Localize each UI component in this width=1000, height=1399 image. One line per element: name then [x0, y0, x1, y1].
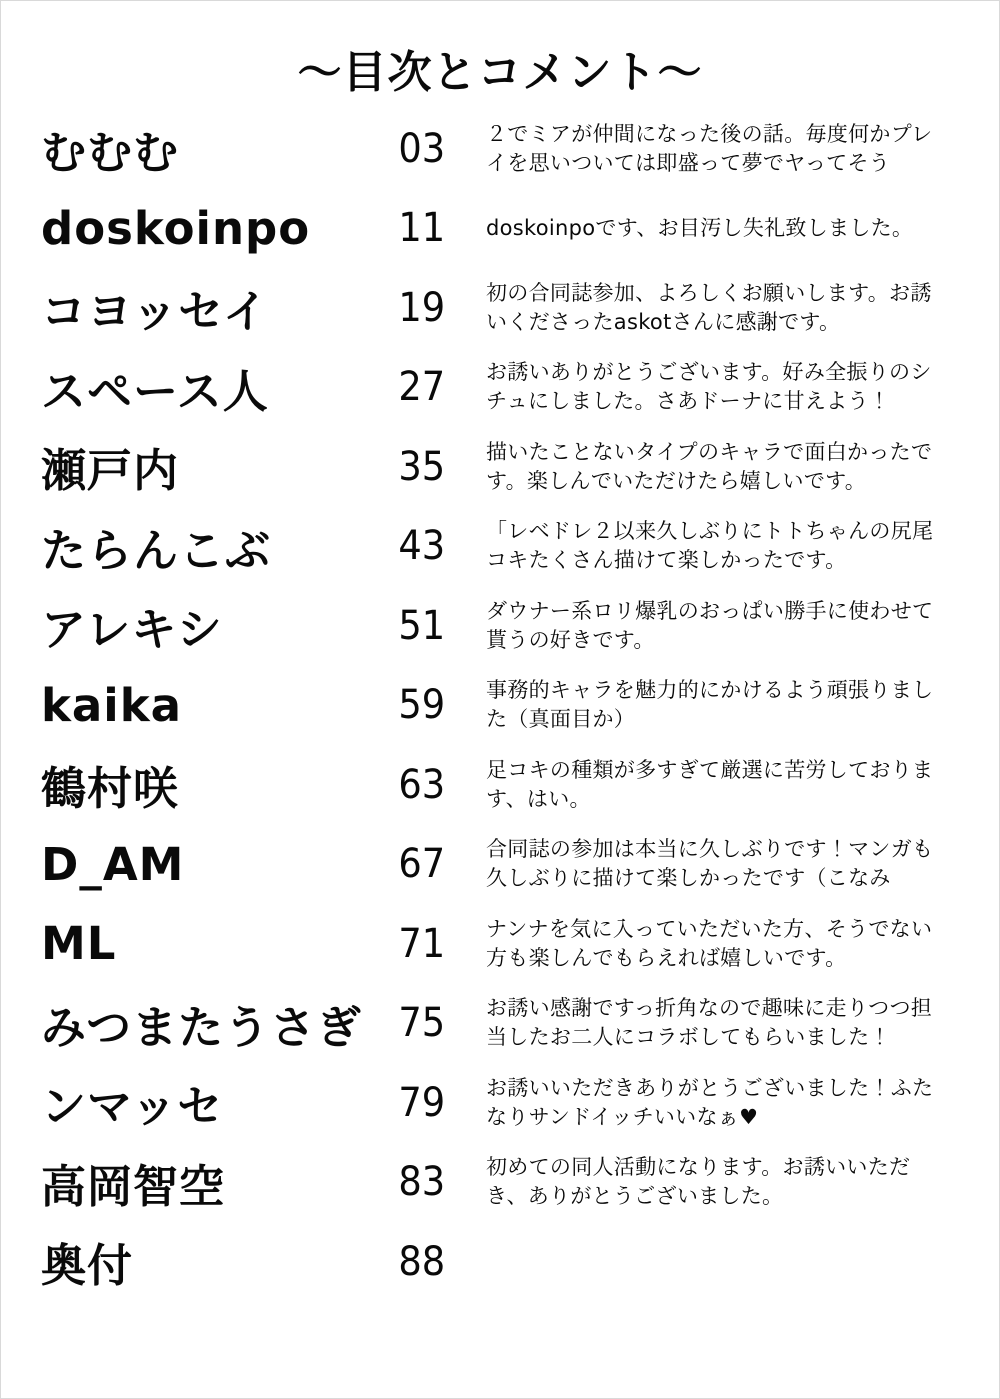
- entry-page: 51: [398, 602, 446, 649]
- toc-row: [41, 507, 939, 587]
- entry-name: 奥付: [41, 1239, 134, 1293]
- entry-name: 鶴村咲: [41, 762, 180, 816]
- entry-comment: 描いたことないタイプのキャラで面白かったです。楽しんでいただけたら嬉しいです。: [486, 439, 933, 493]
- entry-name: スペース人: [41, 364, 269, 418]
- entry-comment: お誘いいただきありがとうございました！ふたなりサンドイッチいいなぁ♥: [486, 1075, 934, 1129]
- entry-page: 63: [398, 761, 446, 808]
- entry-page: 11: [398, 205, 446, 252]
- entry-comment: 「レベドレ２以来久しぶりにトトちゃんの尻尾コキたくさん描けて楽しかったです。: [486, 519, 934, 573]
- entry-comment: 合同誌の参加は本当に久しぶりです！マンガも久しぶりに描けて楽しかったです（こなみ: [486, 837, 934, 891]
- entry-comment: doskoinpoです、お目汚し失礼致しました。: [486, 215, 914, 240]
- toc-row: [41, 904, 939, 984]
- toc-row: [41, 586, 939, 666]
- toc-row: [41, 1063, 939, 1143]
- entry-name: 瀬戸内: [41, 444, 180, 498]
- toc-row: [41, 745, 939, 825]
- toc-row: [41, 348, 939, 428]
- entry-comment: お誘いありがとうございます。好み全振りのシチュにしました。さあドーナに甘えよう！: [486, 360, 932, 414]
- entry-comment: 事務的キャラを魅力的にかけるよう頑張りました（真面目か）: [486, 678, 934, 732]
- entry-page: 03: [398, 125, 446, 172]
- entry-name: doskoinpo: [41, 201, 311, 255]
- entry-page: 43: [398, 523, 446, 570]
- entry-name: D_AM: [41, 837, 185, 891]
- entry-name: みつまたうさぎ: [41, 1000, 363, 1054]
- entry-name: アレキシ: [41, 603, 223, 657]
- entry-name: むむむ: [41, 126, 180, 180]
- entry-name: ンマッセ: [41, 1080, 224, 1134]
- entry-page: 83: [398, 1159, 446, 1206]
- toc-row: [41, 825, 939, 905]
- entry-comment: ナンナを気に入っていただいた方、そうでない方も楽しんでもらえれば嬉しいです。: [486, 916, 933, 970]
- entry-comment: ダウナー系ロリ爆乳のおっぱい勝手に使わせて貰うの好きです。: [486, 598, 934, 652]
- entry-name: 高岡智空: [41, 1159, 226, 1213]
- toc-row: [41, 268, 939, 348]
- entry-page: 67: [398, 841, 446, 888]
- toc-row: [41, 427, 939, 507]
- entry-page: 71: [398, 920, 446, 967]
- entry-page: 59: [398, 682, 446, 729]
- toc-row: [41, 1143, 939, 1223]
- entry-page: 19: [398, 284, 446, 331]
- toc-row: [41, 1222, 939, 1302]
- entry-comment: ２でミアが仲間になった後の話。毎度何かプレイを思いついては即盛って夢でヤってそう: [486, 121, 933, 175]
- entry-name: kaika: [41, 678, 183, 732]
- entry-page: 35: [398, 443, 446, 490]
- entry-page: 79: [398, 1079, 446, 1126]
- toc-row: [41, 109, 939, 189]
- entry-page: 75: [398, 1000, 446, 1047]
- page-title: ～目次とコメント～: [297, 47, 703, 98]
- entry-comment: 初めての同人活動になります。お誘いいただき、ありがとうございました。: [486, 1155, 911, 1209]
- entry-page: 27: [398, 364, 446, 411]
- toc-row: [41, 666, 939, 746]
- entry-comment: 初の合同誌参加、よろしくお願いします。お誘いくださったaskotさんに感謝です。: [486, 280, 932, 334]
- entry-comment: 足コキの種類が多すぎて厳選に苦労しております、はい。: [486, 757, 934, 811]
- toc-row: [41, 189, 939, 269]
- entry-page: 88: [398, 1238, 446, 1285]
- entry-comment: お誘い感謝ですっ折角なので趣味に走りつつ担当したお二人にコラボしてもらいました！: [486, 996, 933, 1050]
- entry-name: ML: [41, 917, 117, 971]
- entry-name: たらんこぶ: [41, 523, 272, 577]
- toc-row: [41, 984, 939, 1064]
- entry-name: コヨッセイ: [41, 285, 269, 339]
- toc-list: [1, 109, 999, 1302]
